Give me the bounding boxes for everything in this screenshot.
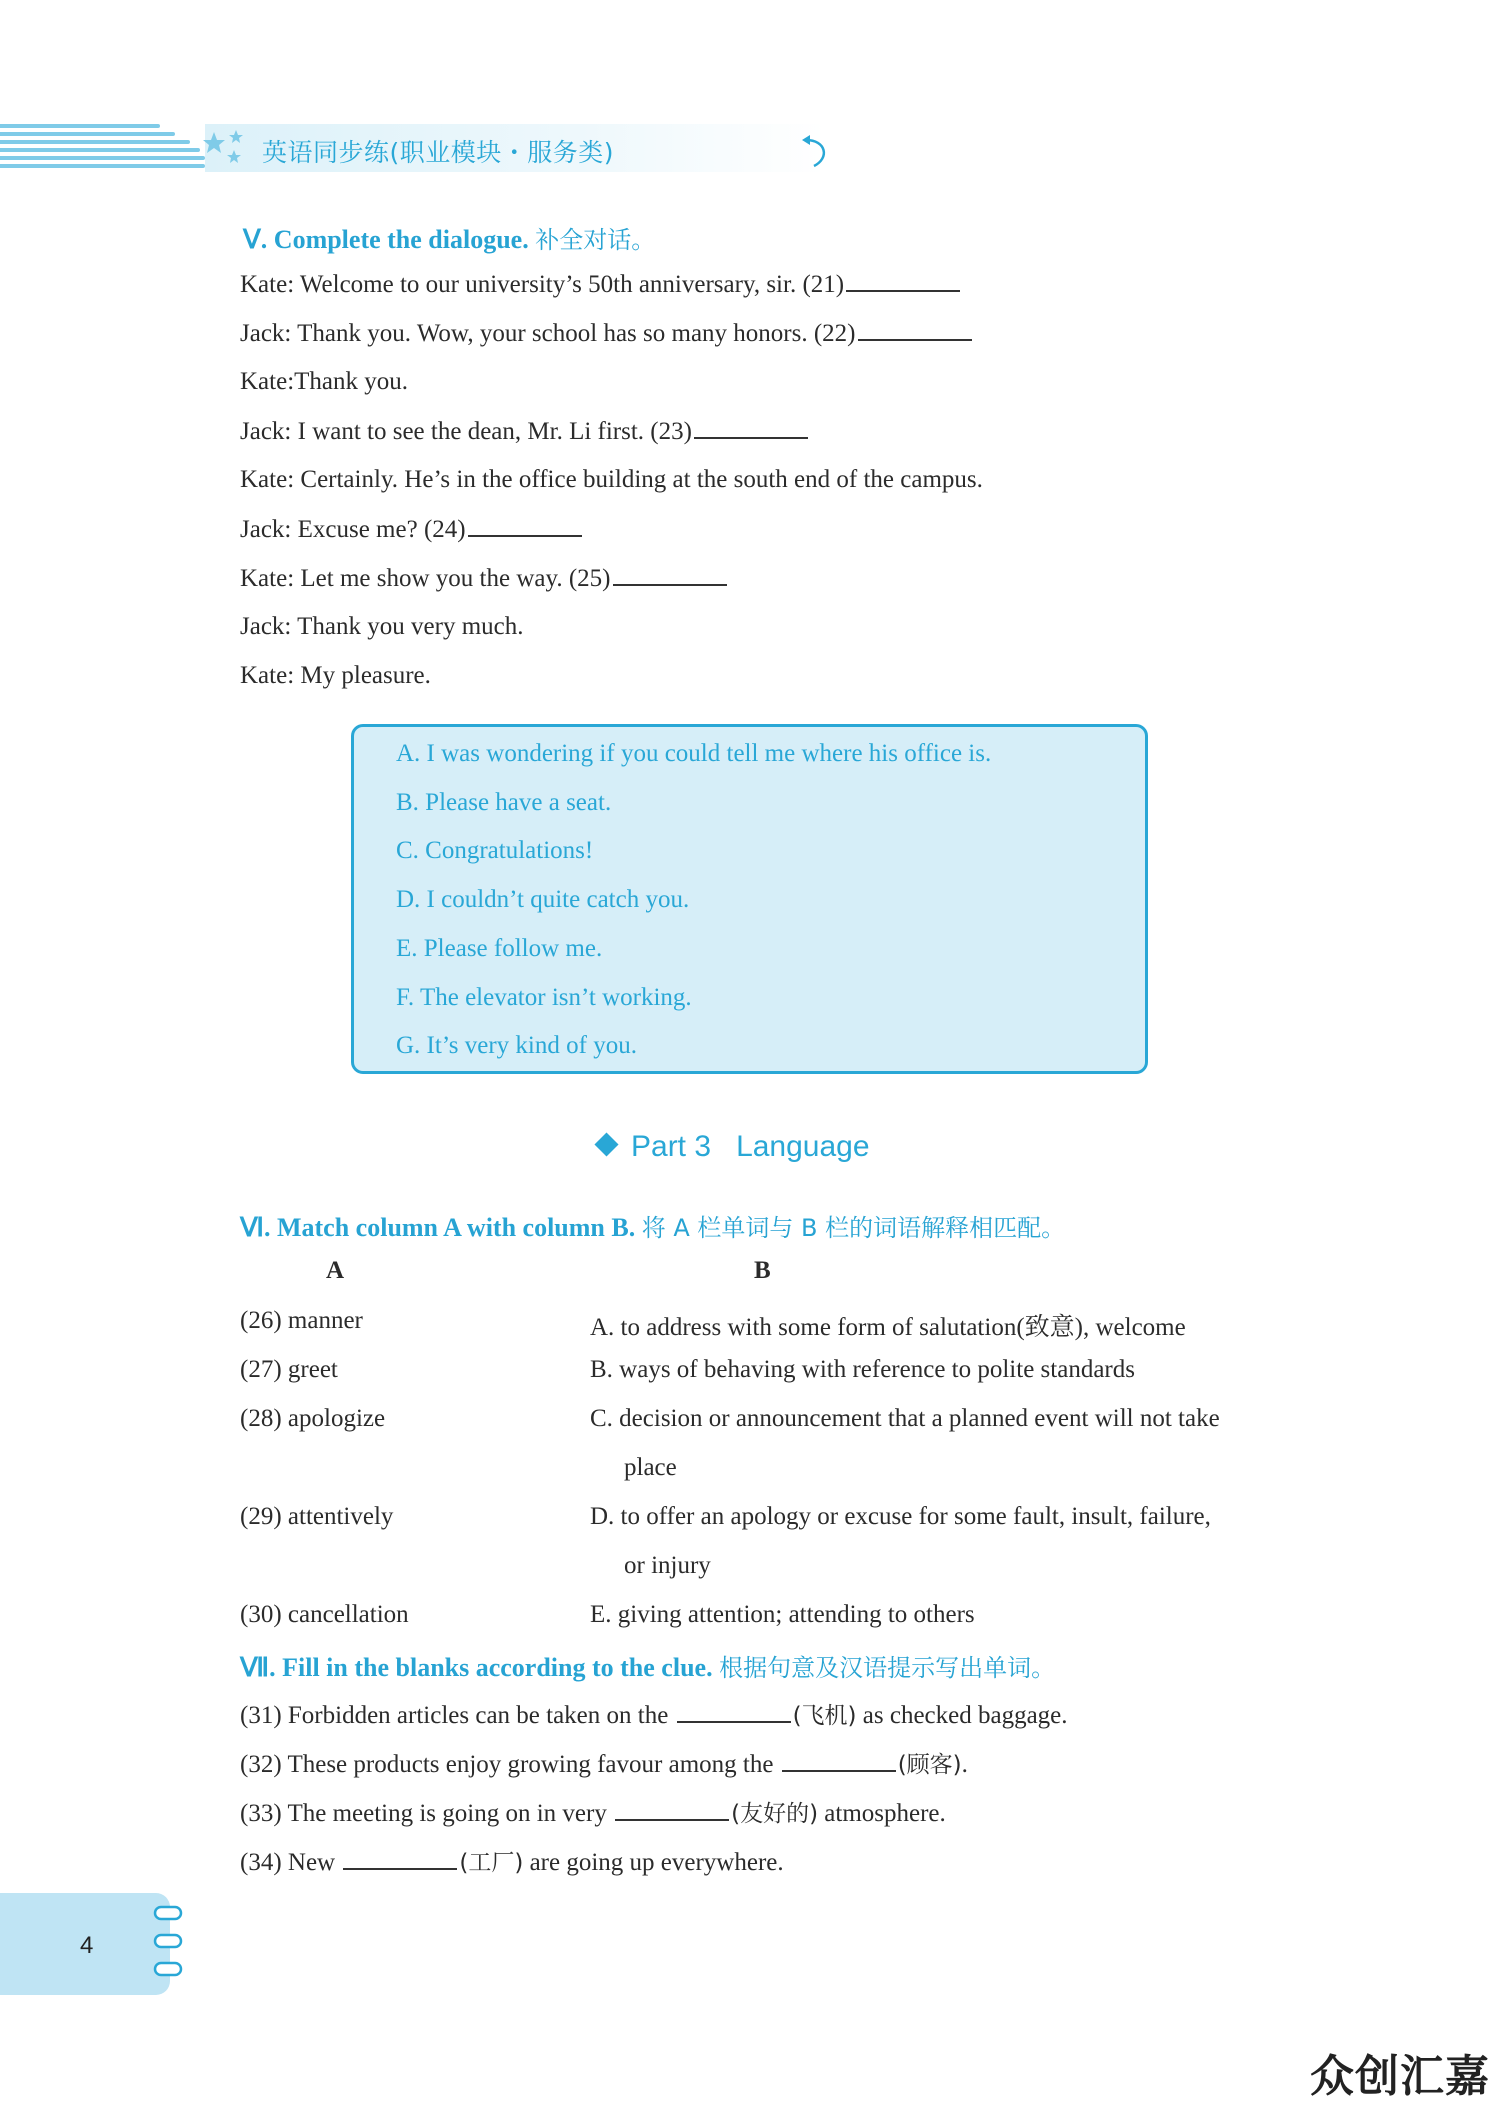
fill-item-32: (32) These products enjoy growing favour among the (顾客).	[240, 1751, 968, 1778]
definition-c: C. decision or announcement that a planned event will not take	[590, 1405, 1220, 1432]
dialogue-line-24: Jack: Excuse me? (24)	[240, 515, 582, 544]
match-item-30: (30) cancellation	[240, 1601, 409, 1628]
definition-b: B. ways of behaving with reference to polite standards	[590, 1356, 1135, 1383]
answer-blank-31[interactable]	[677, 1701, 791, 1723]
answer-blank-25[interactable]	[613, 564, 727, 586]
header-stripes	[0, 124, 205, 172]
answer-blank-23[interactable]	[694, 417, 808, 439]
dialogue-line-23: Jack: I want to see the dean, Mr. Li first. (23)	[240, 417, 808, 446]
dialogue-line: Kate:Thank you.	[240, 368, 409, 395]
part-3-heading: Part 3 Language	[598, 1130, 870, 1164]
section-6-title: Ⅵ. Match column A with column B. 将 A 栏单词与 B 栏的词语解释相匹配。	[240, 1213, 1066, 1242]
answer-blank-32[interactable]	[782, 1750, 896, 1772]
option-c: C. Congratulations!	[396, 837, 594, 864]
option-d: D. I couldn’t quite catch you.	[396, 886, 690, 913]
match-item-26: (26) manner	[240, 1307, 363, 1334]
binder-rings-icon	[152, 1903, 186, 1983]
definition-e: E. giving attention; attending to others	[590, 1601, 975, 1628]
fill-item-31: (31) Forbidden articles can be taken on the (飞机) as checked baggage.	[240, 1702, 1068, 1729]
option-b: B. Please have a seat.	[396, 789, 612, 816]
section-5-title: Ⅴ. Complete the dialogue. 补全对话。	[243, 225, 656, 254]
diamond-icon	[594, 1132, 618, 1156]
column-a-header: A	[326, 1257, 345, 1284]
answer-blank-34[interactable]	[343, 1848, 457, 1870]
dialogue-line: Kate: Certainly. He’s in the office building at the south end of the campus.	[240, 466, 983, 493]
option-a: A. I was wondering if you could tell me where his office is.	[396, 740, 992, 767]
answer-blank-22[interactable]	[858, 319, 972, 341]
match-item-29: (29) attentively	[240, 1503, 394, 1530]
section-7-title: Ⅶ. Fill in the blanks according to the clue. 根据句意及汉语提示写出单词。	[240, 1653, 1056, 1682]
definition-d: D. to offer an apology or excuse for some fault, insult, failure,	[590, 1503, 1211, 1530]
answer-blank-21[interactable]	[846, 270, 960, 292]
dialogue-line-22: Jack: Thank you. Wow, your school has so many honors. (22)	[240, 319, 972, 348]
dialogue-line: Jack: Thank you very much.	[240, 613, 524, 640]
option-e: E. Please follow me.	[396, 935, 603, 962]
definition-d-cont: or injury	[624, 1552, 711, 1579]
stars-icon	[202, 128, 246, 168]
dialogue-line: Kate: My pleasure.	[240, 662, 431, 689]
fill-item-34: (34) New (工厂) are going up everywhere.	[240, 1849, 784, 1876]
match-item-28: (28) apologize	[240, 1405, 386, 1432]
definition-c-cont: place	[624, 1454, 677, 1481]
answer-blank-24[interactable]	[468, 515, 582, 537]
header-title: 英语同步练(职业模块・服务类)	[262, 138, 615, 167]
watermark: 众创汇嘉	[1310, 2051, 1490, 2102]
option-f: F. The elevator isn’t working.	[396, 984, 692, 1011]
column-b-header: B	[754, 1257, 771, 1284]
dialogue-line-21: Kate: Welcome to our university’s 50th anniversary, sir. (21)	[240, 270, 960, 299]
fill-item-33: (33) The meeting is going on in very (友好的) atmosphere.	[240, 1800, 946, 1827]
definition-a: A. to address with some form of salutation(致意), welcome	[590, 1314, 1186, 1341]
option-g: G. It’s very kind of you.	[396, 1032, 637, 1059]
dialogue-line-25: Kate: Let me show you the way. (25)	[240, 564, 727, 593]
answer-blank-33[interactable]	[615, 1799, 729, 1821]
page-number: 4	[80, 1932, 94, 1959]
return-arrow-icon	[800, 132, 832, 172]
match-item-27: (27) greet	[240, 1356, 338, 1383]
